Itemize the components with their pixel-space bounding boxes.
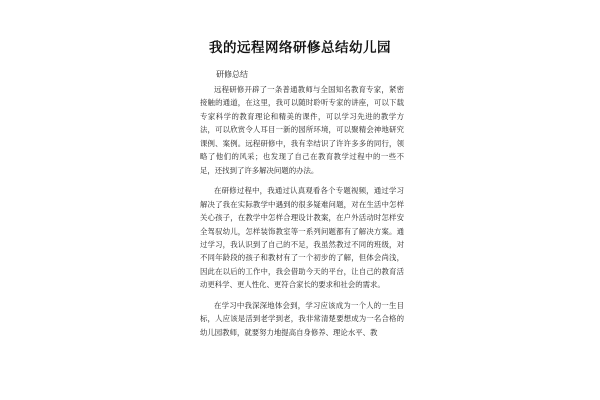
section-heading: 研修总结	[216, 70, 248, 79]
paragraph: 在学习中我深深地体会到，学习应该成为一个人的一生目标，人应该是活到老学到老，我非常清楚要想成为一名合格的幼儿园教师，就要努力地提高自身修养、理论水平、教	[200, 300, 404, 337]
body-text	[200, 83, 404, 346]
paragraph: 在研修过程中，我通过认真观看各个专题视频，通过学习解决了我在实际教学中遇到的很多疑难问题，对在生活中怎样关心孩子，在教学中怎样合理设计教案，在户外活动时怎样安全驾驭幼儿，怎样装饰教室等一系列问题都有了解决方案。通过学习，我认识到了自己的不足，我虽然教过不同的班级，对不同年龄段的孩子和教材有了一个初步的了解，但体会尚浅，因此在以后的工作中，我会借助今天的平台，让自己的教育活动更科学、更人性化、更符合家长的要求和社会的需求。	[200, 186, 404, 290]
document-title: 我的远程网络研修总结幼儿园	[209, 40, 391, 56]
paragraph: 远程研修开辟了一条普通教师与全国知名教育专家，紧密接触的通道，在这里，我可以随时聆听专家的讲座，可以下载专家科学的教育理论和精美的课件，可以学习先进的教学方法，可以欣赏令人耳目一新的园所环境，可以聚精会神地研究课例、案例。远程研修中，我有幸结识了许许多多的同行，领略了他们的风采；也发现了自己在教育教学过程中的一些不足，还找到了许多解决问题的办法。	[200, 85, 404, 175]
